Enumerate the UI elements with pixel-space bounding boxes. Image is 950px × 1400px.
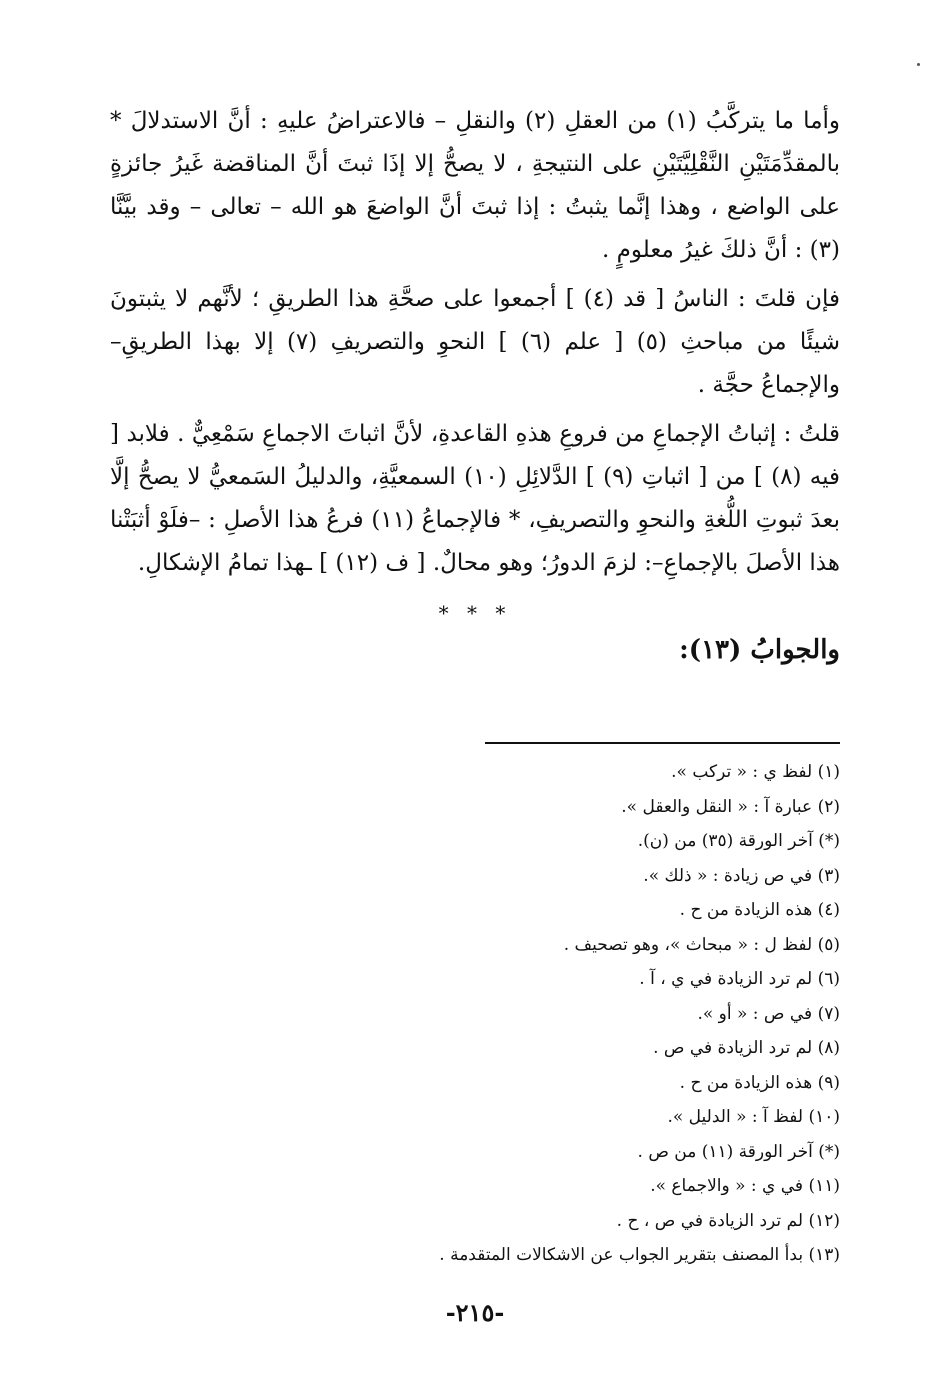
footnote-list (110, 755, 840, 1273)
footnotes-section (110, 755, 840, 1273)
answer-heading: والجوابُ (١٣): (679, 635, 840, 665)
margin-speck (917, 63, 920, 66)
footnote-item: (١٠) لفظ آ : « الدليل ». (667, 1107, 840, 1127)
footnote-item: (١٢) لم ترد الزيادة في ص ، ح . (616, 1210, 840, 1231)
footnote-item: (*) آخر الورقة (٣٥) من (ن). (637, 831, 840, 851)
main-text (110, 100, 840, 585)
footnote-item: (٣) في ص زيادة : « ذلك ». (643, 865, 840, 886)
section-separator: * * * (438, 601, 512, 625)
footnote-item: (١٣) بدأ المصنف بتقرير الجواب عن الاشكالات المتقدمة . (439, 1245, 840, 1265)
footnote-item: (٨) لم ترد الزيادة في ص . (653, 1038, 840, 1058)
footnote-item: (٦) لم ترد الزيادة في ي ، آ . (639, 969, 840, 989)
footnote-item: (٤) هذه الزيادة من ح . (679, 900, 840, 920)
footnote-item: (٢) عبارة آ : « النقل والعقل ». (621, 796, 840, 817)
footnote-rule (485, 742, 840, 744)
page-content (110, 100, 840, 685)
footnote-item: (٧) في ص : « أو ». (697, 1003, 840, 1024)
paragraph-objection: وأما ما يتركَّبُ (١) من العقلِ (٢) والنقلِ – فالاعتراضُ عليهِ : أنَّ الاستدلالَ * بالمقدِّمَتَيْنِ النَّقْلِيَّتَيْنِ على النتيجةِ ، لا يصحُّ إلا إذَا ثبتَ أنَّ المناقضة غَيرُ جائزةٍ على الواضع ، وهذا إنَّما يثبتُ : إذا ثبتَ أنَّ الواضعَ هو الله – تعالى – وقد بيَّنَّا (٣) : أنَّ ذلكَ غيرُ معلومٍ . (110, 108, 841, 263)
footnote-item: (٩) هذه الزيادة من ح . (679, 1072, 840, 1093)
footnote-item: (*) آخر الورقة (١١) من ص . (637, 1141, 840, 1162)
paragraph-i-say: قلتُ : إثباتُ الإجماعِ من فروعِ هذهِ القاعدةِ، لأنَّ اثباتَ الاجماعِ سَمْعِيٌّ . فلابد [ فيه (٨) ] من [ اثباتِ (٩) ] الدَّلائِلِ (١٠) السمعيَّةِ، والدليلُ السَمعيُّ لا يصحُّ إلَّا بعدَ ثبوتِ اللُّغةِ والنحوِ والتصريفِ، * فالإجماعُ (١١) فرعُ هذا الأصلِ : –فلَوْ أثبَتْنا هذا الأصلَ بالإجماعِ–: لزمَ الدورُ؛ وهو محالٌ. [ ف (١٢) ] ـهذا تمامُ الإشكالِ. (110, 421, 841, 576)
footnote-item: (١١) في ي : « والاجماع ». (650, 1176, 840, 1196)
paragraph-if-you-say: فإن قلتَ : الناسُ [ قد (٤) ] أجمعوا على صحَّةِ هذا الطريقِ ؛ لأنَّهم لا يثبتونَ شيئًا من مباحثِ (٥) [ علم (٦) ] النحوِ والتصريفِ (٧) إلا بهذا الطريقِ–والإجماعُ حجَّة . (110, 286, 841, 398)
page-number: -٢١٥- (445, 1298, 505, 1327)
footnote-item: (٥) لفظ ل : « مبحاث »، وهو تصحيف . (563, 934, 840, 955)
footnote-item: (١) لفظ ي : « تركب ». (671, 762, 840, 782)
